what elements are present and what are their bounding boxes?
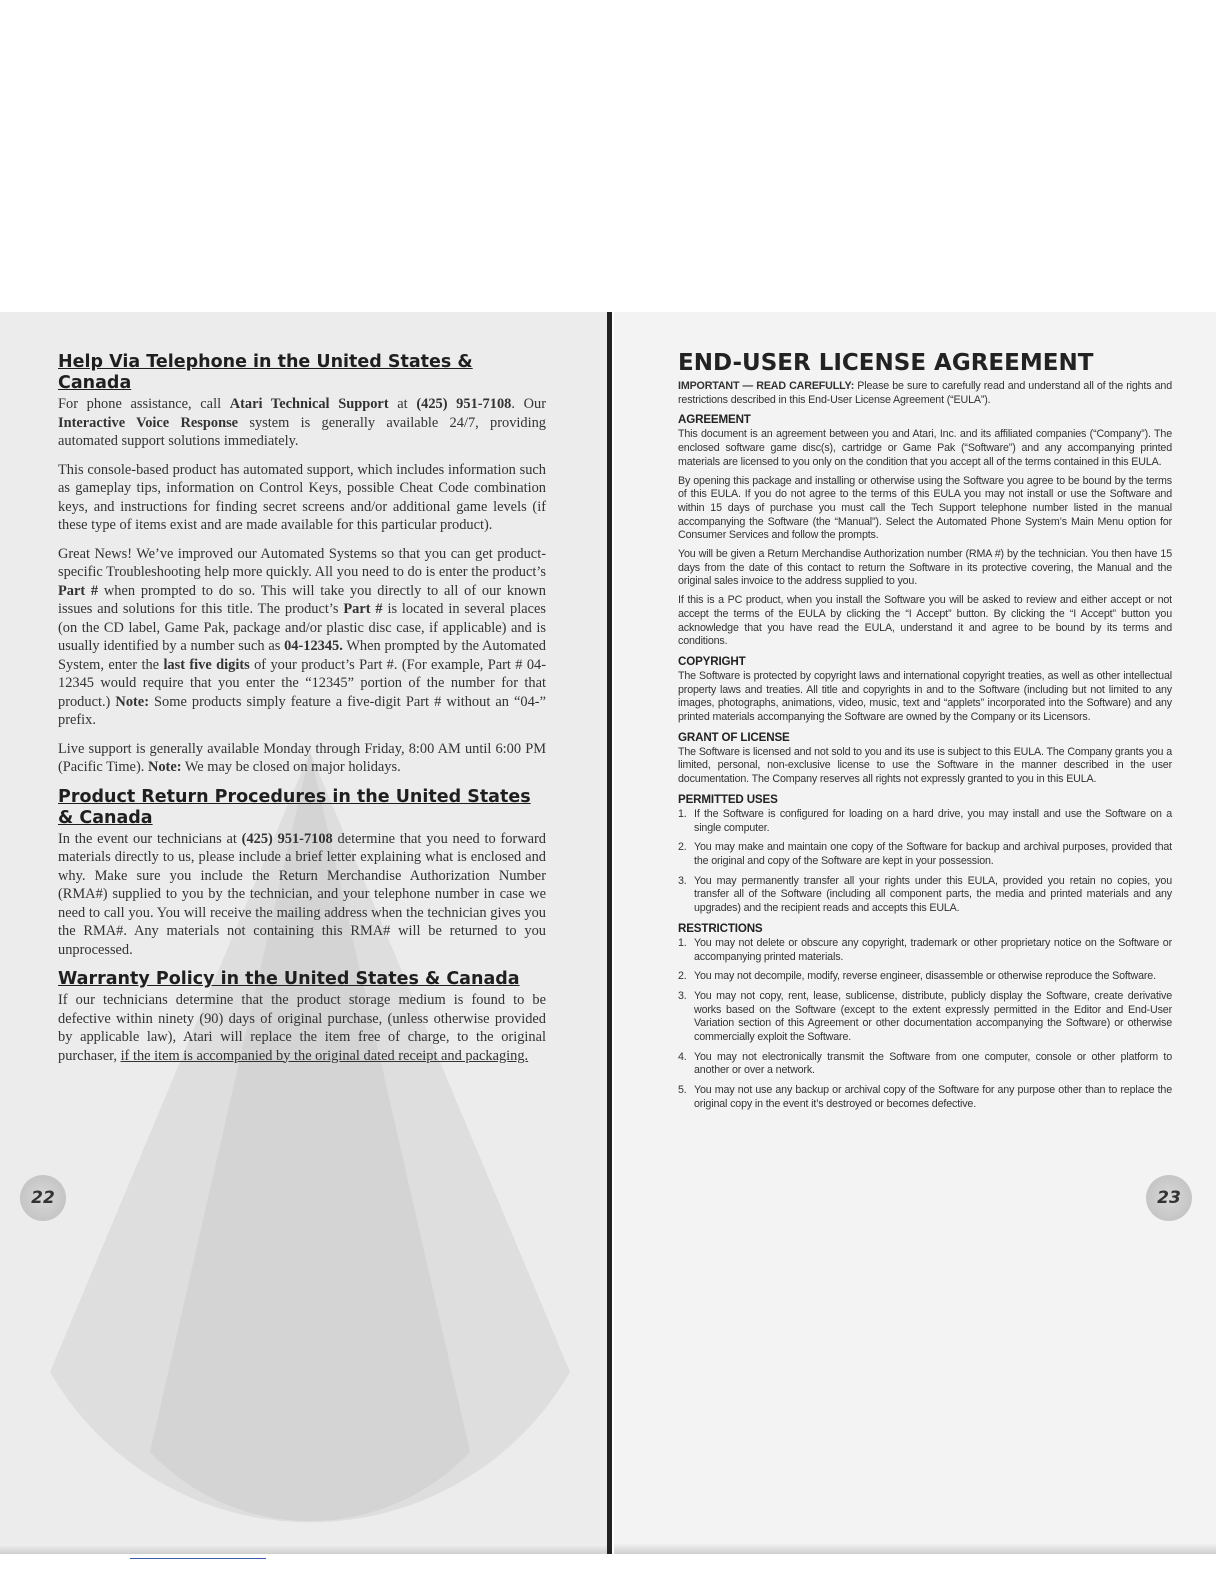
eula-intro: IMPORTANT — READ CAREFULLY: Please be sure to carefully read and understand all of the rights and restrictions described in this End-User License Agreement (“EULA”). [678, 380, 1172, 406]
heading-restrictions: RESTRICTIONS [678, 921, 763, 935]
permitted-uses-list [678, 808, 1172, 916]
paragraph-phone-assistance: For phone assistance, call Atari Technical Support at (425) 951-7108. Our Interactive Voice Response system is generally available 24/7, providing automated support solutions immediately. [58, 396, 546, 449]
right-page-content [678, 350, 1172, 1118]
heading-warranty-policy: Warranty Policy in the United States & Canada [58, 969, 520, 989]
list-item: 1. You may not delete or obscure any copyright, trademark or other proprietary notice on the Software or accompanying printed materials. [678, 936, 1172, 963]
page-bottom-shadow [614, 1544, 1216, 1554]
booklet-spine [607, 312, 612, 1554]
right-page [614, 312, 1216, 1554]
grant-of-license-paragraph: The Software is licensed and not sold to you and its use is subject to this EULA. The Company grants you a limited, personal, non-exclusive license to use the Software in the manner described in the user documentation. The Company reserves all rights not expressly granted to you in this EULA. [678, 745, 1172, 786]
list-item: 3. You may permanently transfer all your rights under this EULA, provided you retain no copies, you transfer all of the Software (including all component parts, the media and printed materials and any upgrades) and the recipient reads and accepts this EULA. [678, 874, 1172, 915]
list-item: 4. You may not electronically transmit the Software from one computer, console or other platform to another or over a network. [678, 1050, 1172, 1077]
heading-permitted-uses: PERMITTED USES [678, 792, 778, 806]
list-item: 3. You may not copy, rent, lease, sublicense, distribute, publicly display the Software, create derivative works based on the Software (except to the extent expressly permitted in the Editor and End-User Variation section of this Agreement or other documentation accompanying the Software) or otherwise commercially exploit the Software. [678, 989, 1172, 1044]
list-item: 5. You may not use any backup or archival copy of the Software for any purpose other than to replace the original copy in the event it’s destroyed or becomes defective. [678, 1084, 1172, 1110]
agreement-paragraph-3: You will be given a Return Merchandise Authorization number (RMA #) by the technician. You then have 15 days from the date of this contact to return the Software in its protective covering, the Manual and the original sales invoice to the address supplied to you. [678, 548, 1172, 588]
list-item: 1. If the Software is configured for loading on a hard drive, you may install and use the Software on a single computer. [678, 807, 1172, 834]
restrictions-list [678, 937, 1172, 1112]
heading-grant-of-license: GRANT OF LICENSE [678, 730, 790, 744]
paragraph-part-number: Great News! We’ve improved our Automated Systems so that you can get product-specific Troubleshooting help more quickly. All you need to do is enter the product’s Part # when prompted to do so. This will take you directly to all of our known issues and solutions for this title. The product’s Part # is located in several places (on the CD label, Game Pak, package and/or plastic disc case, if applicable) and is usually identified by a number such as 04-12345. When prompted by the Automated System, enter the last five digits of your product’s Part #. (For example, Part # 04-12345 would require that you enter the “12345” portion of the number for that product.) Note: Some products simply feature a five-digit Part # without an “04-” prefix. [58, 545, 546, 728]
paragraph-warranty: If our technicians determine that the product storage medium is found to be defective within ninety (90) days of original purchase, (unless otherwise provided by applicable law), Atari will replace the item free of charge, to the original purchaser, if the item is accompanied by the original dated receipt and packaging. [58, 992, 546, 1064]
left-page-content [58, 352, 546, 1075]
booklet-spread [0, 312, 1216, 1554]
footer-rule [130, 1558, 266, 1559]
paragraph-live-support: Live support is generally available Monday through Friday, 8:00 AM until 6:00 PM (Pacific Time). Note: We may be closed on major holidays. [58, 740, 546, 775]
left-page [0, 312, 608, 1554]
paragraph-return-procedures: In the event our technicians at (425) 951-7108 determine that you need to forward materials directly to us, please include a brief letter explaining what is enclosed and why. Make sure you include the Return Merchandise Authorization Number (RMA#) supplied to you by the technician, and your telephone number in case we need to call you. You will receive the mailing address when the technician gives you the RMA#. Any materials not containing this RMA# will be returned to you unprocessed. [58, 830, 546, 958]
agreement-paragraph-4: If this is a PC product, when you install the Software you will be asked to review and either accept or not accept the terms of the EULA by clicking the “I Accept” button. By clicking the “I Accept” button you acknowledge that you have read the EULA, understand it and agree to be bound by its terms and conditions. [678, 594, 1172, 648]
page-number-right: 23 [1146, 1175, 1192, 1221]
agreement-paragraph-1: This document is an agreement between you and Atari, Inc. and its affiliated companies (“Company”). The enclosed software game disc(s), cartridge or Game Pak (“Software”) and any accompanying printed materials are licensed to you only on the condition that you accept all of the terms contained in this EULA. [678, 428, 1172, 468]
page-number-left: 22 [20, 1175, 66, 1221]
agreement-paragraph-2: By opening this package and installing or otherwise using the Software you agree to be bound by the terms of this EULA. If you do not agree to the terms of this EULA you may not install or use the Software and within 15 days of purchase you must call the Tech Support telephone number listed in the manual accompanying the Software (the “Manual”). Select the Automated Phone System’s Main Menu option for Consumer Services and follow the prompts. [678, 474, 1172, 542]
page-bottom-shadow [0, 1544, 608, 1554]
heading-agreement: AGREEMENT [678, 413, 751, 427]
eula-title: END-USER LICENSE AGREEMENT [678, 350, 1094, 376]
heading-copyright: COPYRIGHT [678, 654, 746, 668]
paragraph-automated-support: This console-based product has automated support, which includes information such as gameplay tips, information on Control Keys, possible Cheat Code combination keys, and instructions for finding secret screens and/or additional game levels (if these type of items exist and are made available for this particular product). [58, 461, 546, 533]
list-item: 2. You may make and maintain one copy of the Software for backup and archival purposes, provided that the original and copy of the Software are kept in your possession. [678, 841, 1172, 867]
heading-product-return: Product Return Procedures in the United States & Canada [58, 786, 531, 828]
heading-help-via-telephone: Help Via Telephone in the United States & Canada [58, 352, 473, 393]
list-item: 2. You may not decompile, modify, reverse engineer, disassemble or otherwise reproduce the Software. [678, 970, 1156, 983]
copyright-paragraph: The Software is protected by copyright laws and international copyright treaties, as well as other intellectual property laws and treaties. All title and copyrights in and to the Software (including but not limited to any images, photographs, animations, video, music, text and “applets” incorporated into the Software) and any printed materials accompanying the Software are owned by the Company or its Licensors. [678, 669, 1172, 724]
